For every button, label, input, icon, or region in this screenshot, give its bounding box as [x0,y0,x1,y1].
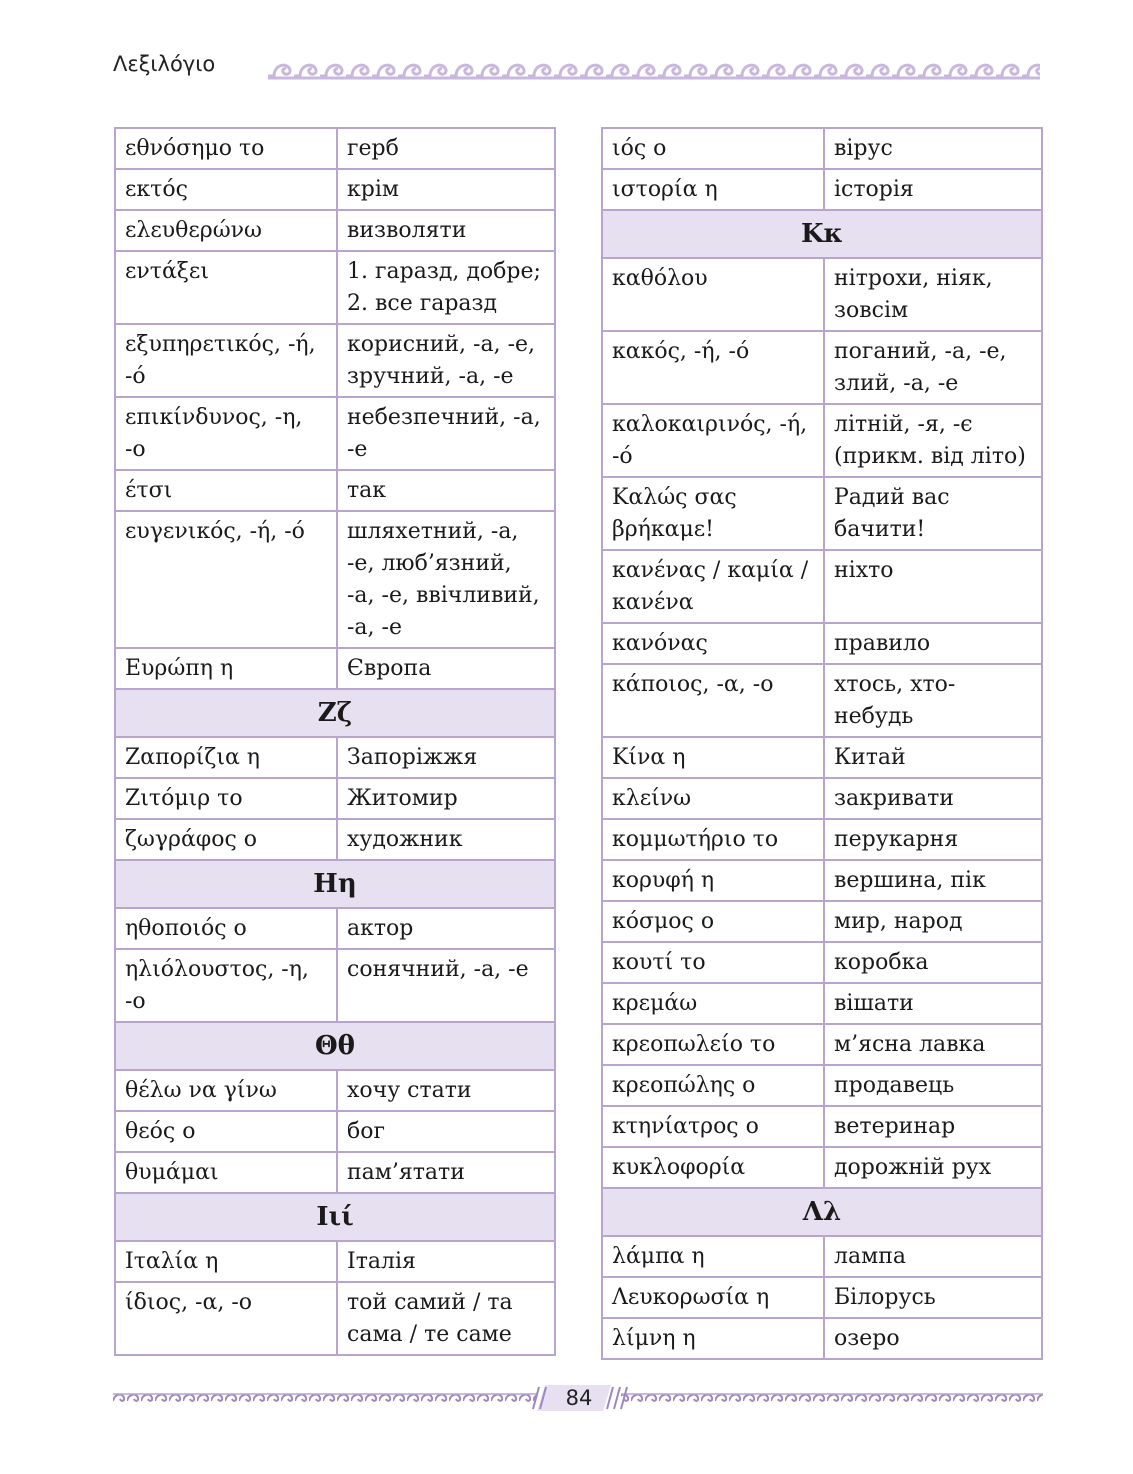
ukrainian-translation: бог [337,1111,555,1152]
vocab-row [602,942,1042,983]
letter-section-header [115,860,555,908]
greek-term: επικίνδυνος, -η, -ο [115,397,337,470]
greek-term: κλείνω [602,778,824,819]
vocab-row [115,648,555,689]
greek-term: Κίνα η [602,737,824,778]
vocab-row [115,949,555,1022]
vocab-row [602,1147,1042,1188]
ukrainian-translation: художник [337,819,555,860]
section-letter: Ιιί [115,1193,555,1241]
greek-term: έτσι [115,470,337,511]
ukrainian-translation: хтось, хто-небудь [824,664,1042,737]
vocab-row [602,1106,1042,1147]
section-letter: Κκ [602,210,1042,258]
ukrainian-translation: Китай [824,737,1042,778]
left-vocabulary-column [114,127,556,1356]
letter-section-header [602,1188,1042,1236]
vocab-row [602,1277,1042,1318]
vocab-row [602,737,1042,778]
vocab-row [115,210,555,251]
header-wave-ornament [268,54,1040,80]
ukrainian-translation: м’ясна лавка [824,1024,1042,1065]
ukrainian-translation: мир, народ [824,901,1042,942]
greek-term: Ιταλία η [115,1241,337,1282]
greek-term: καλοκαιρινός, -ή, -ό [602,404,824,477]
ukrainian-translation: перукарня [824,819,1042,860]
vocab-row [602,404,1042,477]
greek-term: εξυπηρετικός, -ή, -ό [115,324,337,397]
greek-term: κουτί το [602,942,824,983]
vocab-row [115,251,555,324]
vocab-row [602,983,1042,1024]
letter-section-header [115,1193,555,1241]
vocab-row [115,397,555,470]
ukrainian-translation: хочу стати [337,1070,555,1111]
greek-term: λίμνη η [602,1318,824,1359]
greek-term: ιστορία η [602,169,824,210]
vocab-row [115,1070,555,1111]
ukrainian-translation: вірус [824,128,1042,169]
ukrainian-translation: Білорусь [824,1277,1042,1318]
section-letter: Θθ [115,1022,555,1070]
vocab-row [602,778,1042,819]
letter-section-header [602,210,1042,258]
greek-term: εντάξει [115,251,337,324]
greek-term: εθνόσημο το [115,128,337,169]
ukrainian-translation: корисний, -а, -е, зручний, -а, -е [337,324,555,397]
greek-term: κόσμος ο [602,901,824,942]
vocab-row [602,1318,1042,1359]
greek-term: κάποιος, -α, -ο [602,664,824,737]
greek-term: ζωγράφος ο [115,819,337,860]
ukrainian-translation: поганий, -а, -е, злий, -а, -е [824,331,1042,404]
page-header-title: Λεξιλόγιο [113,52,216,76]
greek-term: κρεμάω [602,983,824,1024]
vocab-row [115,169,555,210]
vocab-row [115,1241,555,1282]
greek-term: κανένας / καμία / κανένα [602,550,824,623]
section-letter: Λλ [602,1188,1042,1236]
ukrainian-translation: озеро [824,1318,1042,1359]
ukrainian-translation: літній, -я, -є (прикм. від літо) [824,404,1042,477]
greek-term: Ζιτόμιρ το [115,778,337,819]
vocab-row [115,511,555,648]
ukrainian-translation: Радий вас бачити! [824,477,1042,550]
ukrainian-translation: правило [824,623,1042,664]
vocab-row [602,860,1042,901]
vocab-row [602,169,1042,210]
ukrainian-translation: нітрохи, ніяк, зовсім [824,258,1042,331]
ukrainian-translation: шляхетний, -а, -е, люб’язний, -а, -е, ввічливий, -а, -е [337,511,555,648]
section-letter: Ζζ [115,689,555,737]
vocab-row [602,664,1042,737]
vocab-row [602,331,1042,404]
ukrainian-translation: пам’ятати [337,1152,555,1193]
greek-term: ευγενικός, -ή, -ό [115,511,337,648]
greek-term: κρεοπωλείο το [602,1024,824,1065]
greek-term: λάμπα η [602,1236,824,1277]
letter-section-header [115,689,555,737]
greek-term: ιός ο [602,128,824,169]
vocab-row [115,737,555,778]
right-vocabulary-column [601,127,1043,1360]
ukrainian-translation: коробка [824,942,1042,983]
ukrainian-translation: Запоріжжя [337,737,555,778]
ukrainian-translation: 1. гаразд, добре; 2. все гаразд [337,251,555,324]
ukrainian-translation: ветеринар [824,1106,1042,1147]
vocab-row [115,470,555,511]
ukrainian-translation: герб [337,128,555,169]
vocab-row [602,1236,1042,1277]
vocab-row [602,258,1042,331]
greek-term: θέλω να γίνω [115,1070,337,1111]
greek-term: κομμωτήριο το [602,819,824,860]
left-vocabulary-table [114,127,556,1356]
vocab-row [602,128,1042,169]
vocab-row [115,1111,555,1152]
ukrainian-translation: лампа [824,1236,1042,1277]
ukrainian-translation: крім [337,169,555,210]
greek-term: θυμάμαι [115,1152,337,1193]
greek-term: κτηνίατρος ο [602,1106,824,1147]
greek-term: εκτός [115,169,337,210]
greek-term: Ευρώπη η [115,648,337,689]
greek-term: Ζαπορίζια η [115,737,337,778]
greek-term: Καλώς σας βρήκαμε! [602,477,824,550]
ukrainian-translation: той самий / та сама / те саме [337,1282,555,1355]
greek-term: θεός ο [115,1111,337,1152]
section-letter: Ηη [115,860,555,908]
vocab-row [602,1024,1042,1065]
vocab-row [115,1152,555,1193]
greek-term: ελευθερώνω [115,210,337,251]
page-number: 84 [565,1386,593,1410]
vocab-row [115,819,555,860]
greek-term: κορυφή η [602,860,824,901]
ukrainian-translation: актор [337,908,555,949]
greek-term: Λευκορωσία η [602,1277,824,1318]
ukrainian-translation: ніхто [824,550,1042,623]
ukrainian-translation: історія [824,169,1042,210]
greek-term: ηλιόλουστος, -η, -ο [115,949,337,1022]
ukrainian-translation: дорожній рух [824,1147,1042,1188]
letter-section-header [115,1022,555,1070]
vocab-row [115,324,555,397]
ukrainian-translation: Італія [337,1241,555,1282]
vocab-row [602,550,1042,623]
greek-term: κρεοπώλης ο [602,1065,824,1106]
greek-term: ίδιος, -α, -ο [115,1282,337,1355]
vocab-row [115,128,555,169]
greek-term: ηθοποιός ο [115,908,337,949]
right-vocabulary-table [601,127,1043,1360]
greek-term: κακός, -ή, -ό [602,331,824,404]
ukrainian-translation: так [337,470,555,511]
vocab-row [602,477,1042,550]
greek-term: καθόλου [602,258,824,331]
vocab-row [602,1065,1042,1106]
ukrainian-translation: Житомир [337,778,555,819]
ukrainian-translation: вершина, пік [824,860,1042,901]
ukrainian-translation: небезпечний, -а, -е [337,397,555,470]
vocab-row [602,623,1042,664]
greek-term: κυκλοφορία [602,1147,824,1188]
ukrainian-translation: Європа [337,648,555,689]
vocab-row [602,819,1042,860]
ukrainian-translation: вішати [824,983,1042,1024]
vocab-row [602,901,1042,942]
ukrainian-translation: продавець [824,1065,1042,1106]
vocab-row [115,1282,555,1355]
ukrainian-translation: закривати [824,778,1042,819]
ukrainian-translation: сонячний, -а, -е [337,949,555,1022]
greek-term: κανόνας [602,623,824,664]
vocab-row [115,778,555,819]
vocab-row [115,908,555,949]
ukrainian-translation: визволяти [337,210,555,251]
